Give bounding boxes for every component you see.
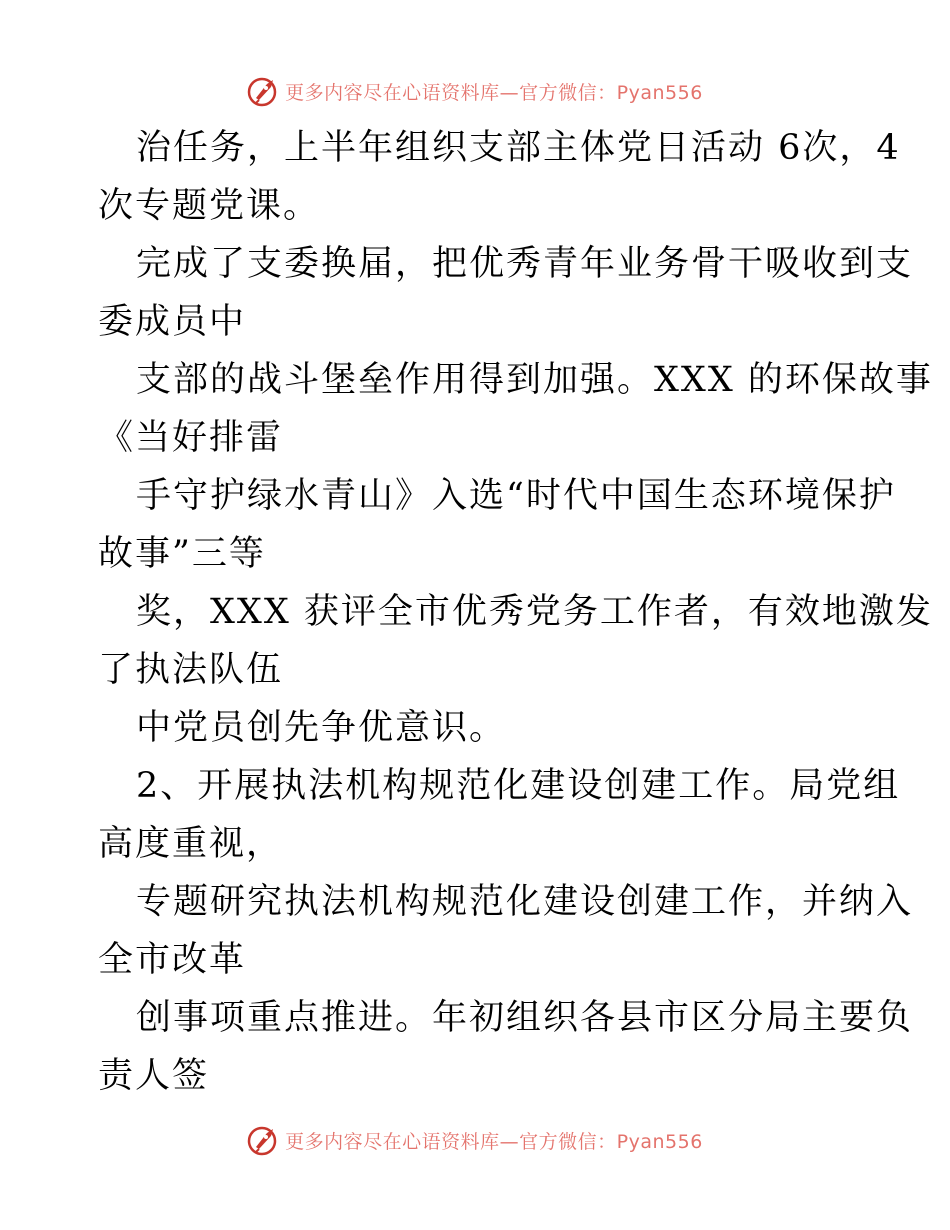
text-line: 专题研究执法机构规范化建设创建工作，并纳入 (136, 882, 914, 922)
text-line: 手守护绿水青山》入选“时代中国生态环境保护 (136, 476, 896, 516)
pen-nib-logo-icon (247, 74, 281, 108)
text-line: 委成员中 (98, 302, 247, 342)
text-line: 奖，XXX 获评全市优秀党务工作者，有效地激发 (136, 592, 933, 632)
text-line: 完成了支委换届，把优秀青年业务骨干吸收到支 (136, 244, 914, 284)
text-line: 故事”三等 (98, 534, 266, 574)
header-watermark-banner (0, 71, 950, 111)
header-watermark-text: 更多内容尽在心语资料库—官方微信：Pyan556 (285, 81, 703, 104)
text-line: 了执法队伍 (98, 650, 284, 690)
text-line: 责人签 (98, 1056, 210, 1096)
text-line: 高度重视， (98, 824, 284, 864)
text-line: 全市改革 (98, 940, 247, 980)
footer-watermark-banner (0, 1120, 950, 1160)
text-line: 支部的战斗堡垒作用得到加强。XXX 的环保故事 (136, 360, 933, 400)
footer-watermark-text: 更多内容尽在心语资料库—官方微信：Pyan556 (285, 1130, 703, 1153)
text-line: 治任务，上半年组织支部主体党日活动 6次，4 (136, 128, 901, 168)
text-line: 次专题党课。 (98, 186, 321, 226)
text-line: 2、开展执法机构规范化建设创建工作。局党组 (136, 766, 901, 806)
pen-nib-logo-icon (247, 1123, 281, 1157)
text-line: 《当好排雷 (98, 418, 284, 458)
text-line: 创事项重点推进。年初组织各县市区分局主要负 (136, 998, 914, 1038)
text-line: 中党员创先争优意识。 (136, 708, 507, 748)
